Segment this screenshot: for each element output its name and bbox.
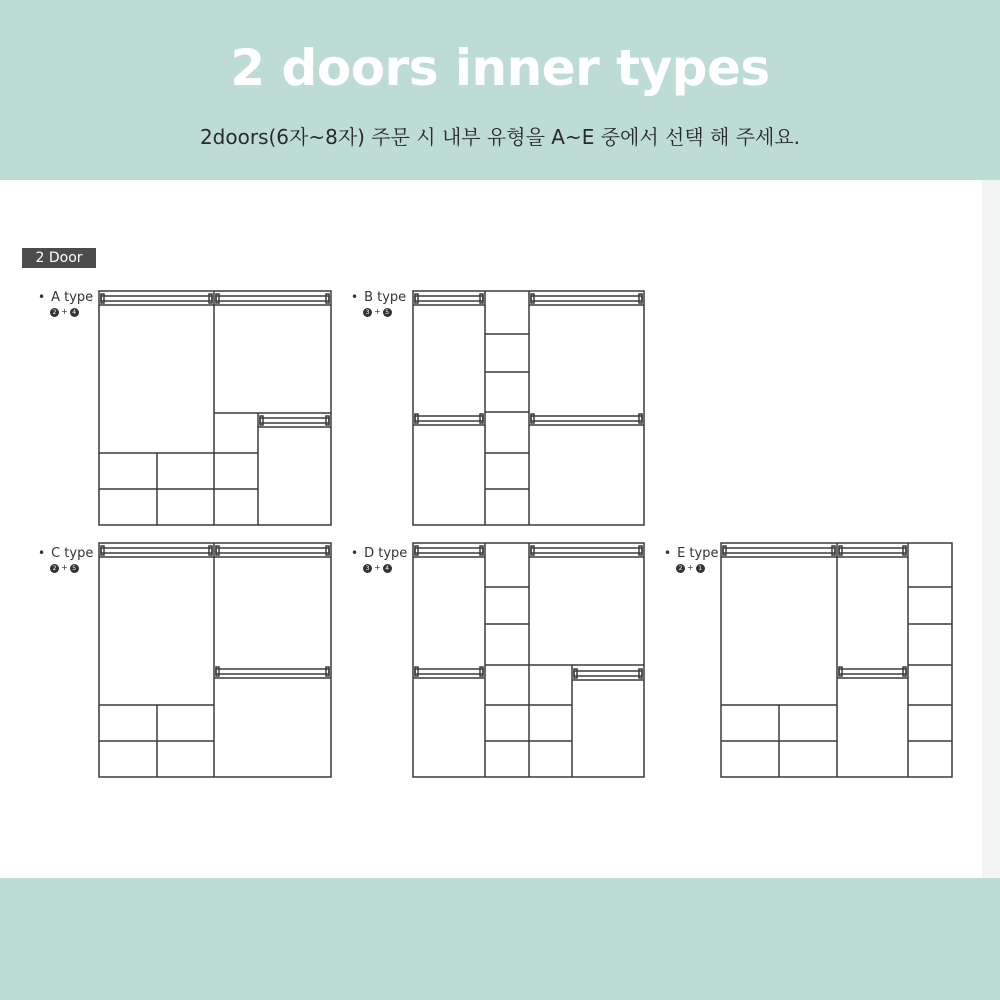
hanging-rod (101, 546, 212, 555)
footer-banner (0, 878, 1000, 1000)
hanging-rod (415, 294, 483, 303)
page-subtitle: 2doors(6자~8자) 주문 시 내부 유형을 A~E 중에서 선택 해 주세요. (199, 125, 801, 149)
hanging-rod (839, 667, 906, 676)
page-title: 2 doors inner types (230, 39, 770, 97)
type-code-d: 3 + 4 (363, 562, 392, 575)
cabinet-outline (99, 543, 331, 777)
hanging-rod (415, 546, 483, 555)
hanging-rod (574, 669, 642, 678)
type-code-a: 2 + 4 (50, 306, 79, 319)
code-number: 4 (70, 308, 79, 317)
hanging-rod (216, 546, 329, 555)
code-number: 1 (696, 564, 705, 573)
code-number: 3 (363, 564, 372, 573)
type-name: D type (364, 546, 408, 561)
hanging-rod (531, 414, 642, 423)
hanging-rod (531, 294, 642, 303)
hanging-rod (101, 294, 212, 303)
hanging-rod (216, 667, 329, 676)
type-code-e: 2 + 1 (676, 562, 705, 575)
hanging-rod (723, 546, 835, 555)
code-number: 2 (676, 564, 685, 573)
wardrobe-a (99, 291, 331, 525)
code-number: 2 (50, 308, 59, 317)
code-number: 5 (70, 564, 79, 573)
bullet-icon: • (664, 546, 672, 560)
code-number: 4 (383, 564, 392, 573)
cabinet-outline (99, 291, 331, 525)
wardrobe-d (413, 543, 644, 777)
section-badge: 2 Door (22, 248, 96, 268)
wardrobe-e (721, 543, 952, 777)
wardrobe-c (99, 543, 331, 777)
hanging-rod (415, 667, 483, 676)
code-number: 3 (363, 308, 372, 317)
bullet-icon: • (351, 546, 359, 560)
hanging-rod (260, 416, 329, 425)
bullet-icon: • (351, 290, 359, 304)
code-number: 2 (50, 564, 59, 573)
bullet-icon: • (38, 290, 46, 304)
hanging-rod (216, 294, 329, 303)
type-code-b: 3 + 5 (363, 306, 392, 319)
hanging-rod (839, 546, 906, 555)
wardrobe-b (413, 291, 644, 525)
bullet-icon: • (38, 546, 46, 560)
type-name: A type (51, 290, 94, 305)
code-number: 5 (383, 308, 392, 317)
hanging-rod (415, 414, 483, 423)
type-name: B type (364, 290, 407, 305)
hanging-rod (531, 546, 642, 555)
type-code-c: 2 + 5 (50, 562, 79, 575)
type-name: E type (677, 546, 719, 561)
type-name: C type (51, 546, 94, 561)
